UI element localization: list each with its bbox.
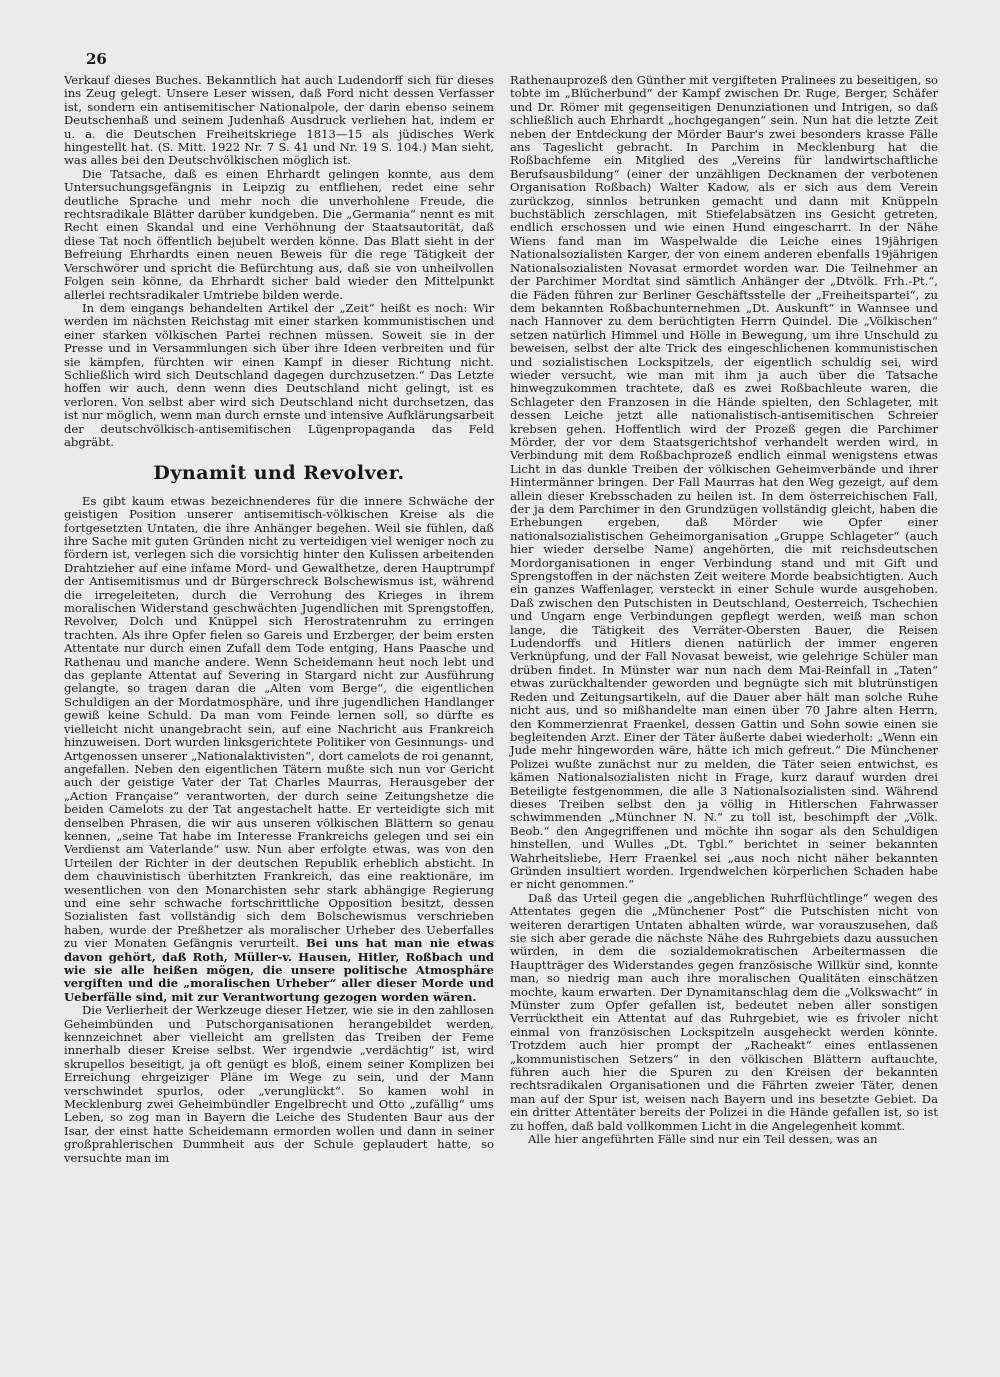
paragraph: In dem eingangs behandelten Artikel der „Zeit“ heißt es noch: Wir werden im nächsten Reichstag mit einer starken kommunistischen und einer starken völkischen Partei rechnen müssen. Soweit sie in der Presse und in Versammlungen sich über ihre Ideen verbreiten und für sie kämpfen, fürchten wir einen Kampf in dieser Richtung nicht. Schließlich wird sich Deutschland dagegen durchzusetzen.“ Das Letzte hoffen wir auch, denn wenn dies Deutschland nicht gelingt, ist es verloren. Von selbst aber wird sich Deutschland nicht durchsetzen, das ist nur möglich, wenn man durch ernste und intensive Aufklärungsarbeit der deutschvölkisch-antisemitischen Lügenpropaganda das Feld abgräbt. [64,300,494,449]
paragraph: Rathenauprozeß den Günther mit vergifteten Pralinees zu beseitigen, so tobte im „Blücherbund“ der Kampf zwischen Dr. Ruge, Berger, Schäfer und Dr. Römer mit gegenseitigen Denunziationen und Intrigen, so daß schließlich auch Ehrhardt „hochgegangen“ sein. Nun hat die letzte Zeit neben der Entdeckung der Mörder Baur's zwei besonders krasse Fälle ans Tageslicht gebracht. In Parchim in Mecklenburg hat die Roßbachfeme ein Mitglied des „Vereins für landwirtschaftliche Berufsausbildung“ (einer der unzähligen Decknamen der verbotenen Organisation Roßbach) Walter Kadow, als er sich aus dem Verein zurückzog, sinnlos betrunken gemacht und dann mit Knüppeln buchstäblich zerschlagen, mit Stiefelabsätzen ins Gesicht getreten, endlich erschossen und wie einen Hund eingescharrt. In der Nähe Wiens fand man im Waspelwalde die Leiche eines 19jährigen Nationalsozialisten Karger, der von einem anderen ebenfalls 19jährigen Nationalsozialisten Novasat ermordet worden war. Die Teilnehmer an der Parchimer Mordtat sind sämtlich Anhänger der „Dtvölk. Frh.-Pt.“, die Fäden führen zur Berliner Geschäftsstelle der „Freiheitspartei“, zu dem bekannten Roßbachunternehmen „Dt. Auskunft“ in Wannsee und nach Hannover zu dem berüchtigten Herrn Quindel. Die „Völkischen“ setzen natürlich Himmel und Hölle in Bewegung, um ihre Unschuld zu beweisen, selbst der alte Trick des eingeschlichenen kommunistischen und sozialistischen Lockspitzels, der eigentlich schuldig sei, wird wieder versucht, wie man mit ihm ja auch über die Tatsache hinwegzukommen trachtete, daß es zwei Roßbachleute waren, die Schlageter den Franzosen in die Hände spielten, den Schlageter, mit dessen Leiche jetzt alle nationalistisch-antisemitischen Schreier krebsen gehen. Hoffentlich wird der Prozeß gegen die Parchimer Mörder, der vor dem Staatsgerichtshof verhandelt werden wird, in Verbindung mit dem Roßbachprozeß endlich einmal wenigstens etwas Licht in das dunkle Treiben der völkischen Geheimverbände und ihrer Hintermänner bringen. Der Fall Maurras hat den Weg gezeigt, auf dem allein dieser Krebsschaden zu heilen ist. In dem österreichischen Fall, der ja dem Parchimer in den Grundzügen vollständig gleicht, haben die Erhebungen ergeben, daß Mörder wie Opfer einer nationalsozialistischen Geheimorganisation „Gruppe Schlageter“ (auch hier wieder derselbe Name) angehörten, die mit reichsdeutschen Mordorganisationen in enger Verbindung stand und mit Gift und Sprengstoffen in der nächsten Zeit weitere Morde beabsichtigten. Auch ein ganzes Waffenlager, versteckt in einer Schule wurde ausgehoben. Daß zwischen den Putschisten in Deutschland, Oesterreich, Tschechien und Ungarn enge Verbindungen gepflegt werden, weiß man schon lange, die Tätigkeit des Verräter-Obersten Bauer, die Reisen Ludendorffs und Hitlers dienen natürlich der immer engeren Verknüpfung, und der Fall Novasat beweist, wie gelehrige Schüler man drüben findet. In Münster war nun nach dem Mai-Reinfall in „Taten“ etwas zurückhaltender geworden und begnügte sich mit blutrünstigen Reden und Zeitungsartikeln, auf die Dauer aber hält man solche Ruhe nicht aus, und so mißhandelte man einen über 70 Jahre alten Herrn, den Kommerzienrat Fraenkel, dessen Gattin und Sohn sowie einen sie begleitenden Arzt. Einer der Täter äußerte dabei wiederholt: „Wenn ein Jude mehr hingeworden wäre, hätte ich mich gefreut.“ Die Münchener Polizei wußte zunächst nur zu melden, die Täter seien entwichst, es kämen Nationalsozialisten nicht in Frage, kurz darauf wurden drei Beteiligte festgenommen, die alle 3 Nationalsozialisten sind. Während dieses Treiben selbst den ja völlig in Hitlerschen Fahrwasser schwimmenden „Münchner N. N.“ zu toll ist, beschimpft der „Völk. Beob.“ den Angegriffenen und möchte ihn sogar als den Schuldigen hinstellen, und Wulles „Dt. Tgbl.“ berichtet in seiner bekannten Wahrheitsliebe, Herr Fraenkel sei „aus noch nicht näher bekannten Gründen insultiert worden. Irgendwelchen körperlichen Schaden habe er nicht genommen.“ [510,73,938,892]
paragraph: Die Tatsache, daß es einen Ehrhardt gelingen konnte, aus dem Untersuchungsgefängnis in Leipzig zu entfliehen, redet eine sehr deutliche Sprache und mehr noch die unverhohlene Freude, die rechtsradikale Blätter darüber kundgeben. Die „Germania“ nennt es mit Recht einen Skandal und eine Verhöhnung der Staatsautorität, daß diese Tat noch öffentlich bejubelt werden könne. Das Blatt sieht in der Befreiung Ehrhardts einen neuen Beweis für die rege Tätigkeit der Verschwörer und spricht die Befürchtung aus, daß sie von unheilvollen Folgen sein könne, da Ehrhardt sicher bald wieder den Mittelpunkt allerlei rechtsradikaler Umtriebe bilden werde. [64,166,494,302]
paragraph: Die Verlierheit der Werkzeuge dieser Hetzer, wie sie in den zahllosen Geheimbünden und Putschorganisationen herangebildet werden, kennzeichnet aber vielleicht am grellsten das Treiben der Feme innerhalb dieser Kreise selbst. Wer irgendwie „verdächtig“ ist, wird skrupellos beseitigt, ja oft genügt es bloß, einem seiner Komplizen bei Erreichung ehrgeiziger Pläne im Wege zu sein, und der Mann verschwindet spurlos, oder „verunglückt“. So kamen wohl in Mecklenburg zwei Geheimbündler Engelbrecht und Otto „zufällig“ ums Leben, so zog man in Bayern die Leiche des Studenten Baur aus der Isar, der einst hatte Scheidemann ermorden wollen und dann in seiner großprahlerischen Dummheit aus der Schule geplaudert hatte, so versuchte man im [64,1003,494,1165]
right-column [510,74,938,1147]
paragraph: Alle hier angeführten Fälle sind nur ein Teil dessen, was an [528,1132,878,1147]
left-column [64,74,494,1165]
paragraph: Verkauf dieses Buches. Bekanntlich hat auch Ludendorff sich für dieses ins Zeug gelegt. Unsere Leser wissen, daß Ford nicht dessen Verfasser ist, sondern ein antisemitischer Nationalpole, der darin ebenso seinem Deutschenhaß und seinem Judenhaß Ausdruck verliehen hat, indem er u. a. die Deutschen Freiheitskriege 1813—15 als jüdisches Werk hingestellt hat. (S. Mitt. 1922 Nr. 7 S. 41 und Nr. 19 S. 104.) Man sieht, was alles bei den Deutschvölkischen möglich ist. [64,73,494,168]
paragraph [64,495,494,1004]
page-number: 26 [86,50,107,68]
bold-text: Bei uns hat man nie etwas davon gehört, daß Roth, Müller-v. Hausen, Hitler, Roßbach und wie sie alle heißen mögen, die unsere politische Atmosphäre vergiften und die „moralischen Urheber“ aller dieser Morde und Ueberfälle sind, mit zur Verantwortung gezogen worden wären. [64,936,495,1004]
paragraph: Daß das Urteil gegen die „angeblichen Ruhrflüchtlinge“ wegen des Attentates gegen die „Münchener Post“ die Putschisten nicht von weiteren derartigen Untaten abhalten würde, war vorauszusehen, daß sie sich aber gerade die nächste Nähe des Ruhrgebiets dazu aussuchen würden, in dem die sozialdemokratischen Arbeitermassen die Hauptträger des Widerstandes gegen französische Willkür sind, konnte man, so niedrig man auch ihre moralischen Qualitäten einschätzen mochte, kaum erwarten. Der Dynamitanschlag dem die „Volkswacht“ in Münster zum Opfer gefallen ist, bedeutet neben aller sonstigen Verrücktheit ein Attentat auf das Ruhrgebiet, wie es frivoler nicht einmal von französischen Lockspitzeln ausgeheckt werden könnte. Trotzdem auch hier prompt der „Racheakt“ eines entlassenen „kommunistischen Setzers“ in den völkischen Blättern auftauchte, führen auch hier die Spuren zu den Kreisen der bekannten rechtsradikalen Organisationen und die Fährten zweier Täter, denen man auf der Spur ist, weisen nach Bayern und ins besetzte Gebiet. Da ein dritter Attentäter bereits der Polizei in die Hände gefallen ist, so ist zu hoffen, daß bald vollkommen Licht in die Angelegenheit kommt. [510,890,938,1133]
paragraph-text: Es gibt kaum etwas bezeichnenderes für die innere Schwäche der geistigen Position unserer antisemitisch-völkischen Kreise als die fortgesetzten Untaten, die ihre Anhänger begehen. Weil sie fühlen, daß ihre Sache mit guten Gründen nicht zu verteidigen viel weniger noch zu fördern ist, verlegen sich die vorsichtig hinter den Kulissen arbeitenden Drahtzieher auf eine infame Mord- und Gewalthetze, deren Hauptrumpf der Antisemitismus und dr Bürgerschreck Bolschewismus ist, während die irregeleiteten, durch die Verrohung des Krieges in ihrem moralischen Widerstand geschwächten Jugendlichen mit Sprengstoffen, Revolver, Dolch und Knüppel sich Herostratenruhm zu erringen trachten. Als ihre Opfer fielen so Gareis und Erzberger, der beim ersten Attentate nur durch einen Zufall dem Tode entging, Hans Paasche und Rathenau und manche andere. Wenn Scheidemann heut noch lebt und das geplante Attentat auf Severing in Stargard nicht zur Ausführung gelangte, so tragen daran die „Alten vom Berge“, die eigentlichen Schuldigen an der Mordatmosphäre, und ihre jugendlichen Handlanger gewiß keine Schuld. Da man vom Feinde lernen soll, so dürfte es vielleicht nicht unangebracht sein, auf eine Nachricht aus Frankreich hinzuweisen. Dort wurden linksgerichtete Politiker von Gesinnungs- und Artgenossen unserer „Nationalaktivisten“, dort camelots de roi genannt, angefallen. Neben den eigentlichen Tätern mußte sich nun vor Gericht auch der geistige Vater der Tat Charles Maurras, Herausgeber der „Action Française“ verantworten, der durch seine Zeitungshetze die beiden Camelots zu der Tat angestachelt hatte. Er verteidigte sich mit denselben Phrasen, die wir aus unseren völkischen Blättern so genau kennen, „seine Tat habe im Interesse Frankreichs gelegen und sei ein Verdienst am Vaterlande“ usw. Nun aber erfolgte etwas, was von den Urteilen der Richter in der deutschen Republik erheblich absticht. In dem chauvinistisch überhitzten Frankreich, das eine reaktionäre, im wesentlichen von den Monarchisten sehr stark abhängige Regierung und eine sehr schwache fortschrittliche Opposition besitzt, dessen Sozialisten fast vollständig sich dem Bolschewismus verschrieben haben, wurde der Preßhetzer als moralischer Urheber des Ueberfalles zu vier Monaten Gefängnis verurteilt. [64,493,494,951]
section-heading: Dynamit und Revolver. [153,462,405,485]
